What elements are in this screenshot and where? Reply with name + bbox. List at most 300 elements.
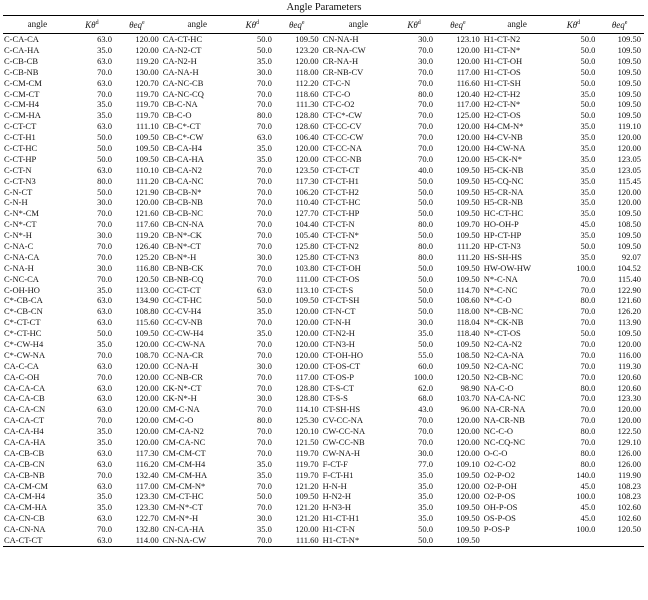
table-row: [3, 208, 644, 219]
table-row: [3, 513, 644, 524]
cell-angle: CA-CN-CB: [4, 513, 45, 524]
cell-k-theta: 70.0: [97, 273, 112, 284]
cell-angle: F-CT-H1: [322, 469, 354, 480]
cell-angle: HS-SH-HS: [483, 251, 523, 262]
cell-theta-eq: 117.30: [295, 175, 319, 186]
cell-k-theta: 35.0: [97, 338, 112, 349]
cell-k-theta: 35.0: [257, 458, 272, 469]
cell-angle: H1-CT-H1: [322, 513, 360, 524]
cell-k-theta: 50.0: [257, 295, 272, 306]
cell-theta-eq: 113.10: [295, 284, 319, 295]
cell-angle: F-CT-F: [322, 458, 348, 469]
cell-theta-eq: 109.50: [617, 110, 641, 121]
cell-angle: C-NA-C: [4, 240, 34, 251]
cell-k-theta: 35.0: [97, 110, 112, 121]
cell-theta-eq: 116.80: [135, 262, 159, 273]
cell-angle: C-OH-HO: [4, 284, 40, 295]
cell-angle: CA-CT-CT: [3, 535, 72, 546]
cell-k-theta: 30.0: [257, 393, 272, 404]
cell-k-theta: 70.0: [257, 273, 272, 284]
cell-theta-eq: 108.60: [456, 295, 480, 306]
cell-theta-eq: 120.00: [456, 121, 480, 132]
cell-k-theta: 70.0: [97, 66, 112, 77]
cell-theta-eq: 111.10: [136, 121, 159, 132]
cell-theta-eq: 120.00: [456, 44, 480, 55]
cell-theta-eq: 120.00: [456, 437, 480, 447]
cell-k-theta: 70.0: [257, 197, 272, 208]
cell-k-theta: 50.0: [580, 240, 596, 251]
cell-angle: CB-NB-CK: [162, 262, 204, 273]
cell-theta-eq: 121.60: [617, 295, 641, 306]
cell-angle: H-N3-H: [322, 502, 351, 513]
cell-theta-eq: 120.00: [135, 415, 159, 426]
cell-theta-eq: 96.00: [460, 404, 480, 415]
table-row: [3, 361, 644, 372]
cell-theta-eq: 120.00: [295, 306, 319, 317]
cell-k-theta: 35.0: [580, 121, 596, 132]
cell-theta-eq: 109.50: [135, 328, 159, 339]
cell-k-theta: 50.0: [580, 110, 596, 121]
cell-k-theta: 35.0: [418, 513, 434, 524]
cell-theta-eq: 98.90: [460, 382, 480, 393]
header-angle: angle: [3, 16, 72, 34]
cell-theta-eq: 122.50: [617, 426, 641, 437]
cell-k-theta: 80.0: [580, 382, 596, 393]
cell-angle: H1-CT-OS: [483, 66, 521, 77]
cell-k-theta: 70.0: [257, 349, 272, 360]
cell-k-theta: 80.0: [418, 88, 434, 99]
cell-angle: NC-CQ-NC: [483, 437, 525, 447]
cell-theta-eq: 109.50: [456, 338, 480, 349]
cell-k-theta: 50.0: [257, 44, 272, 55]
cell-theta-eq: 121.20: [295, 513, 319, 524]
cell-angle: CB-C*-CW: [162, 132, 204, 143]
cell-k-theta: 70.0: [257, 121, 272, 132]
table-row: [3, 252, 644, 263]
cell-theta-eq: 120.40: [456, 88, 480, 99]
cell-angle: N2-CA-N2: [483, 338, 523, 349]
cell-angle: N2-CA-NA: [483, 349, 524, 360]
cell-theta-eq: 109.50: [456, 262, 480, 273]
table-row: [3, 241, 644, 252]
cell-angle: C*-CT-CT: [4, 317, 41, 328]
cell-theta-eq: 120.50: [456, 371, 480, 382]
cell-k-theta: 35.0: [580, 175, 596, 186]
cell-angle: HC-CT-HC: [483, 208, 524, 219]
cell-theta-eq: 116.60: [456, 77, 480, 88]
cell-angle: H1-CT-N*: [322, 535, 395, 546]
cell-angle: CT-CT-S: [322, 284, 354, 295]
cell-angle: CB-N*-H: [162, 251, 197, 262]
cell-angle: C-CT-N3: [4, 175, 36, 186]
cell-theta-eq: 106.40: [295, 132, 319, 143]
cell-theta-eq: 109.50: [456, 164, 480, 175]
cell-k-theta: 35.0: [257, 153, 272, 164]
cell-angle: CA-C-CA: [4, 360, 39, 371]
cell-theta-eq: 117.00: [295, 371, 319, 382]
cell-theta-eq: 109.50: [456, 273, 480, 284]
cell-theta-eq: 119.70: [295, 447, 319, 458]
cell-theta-eq: 109.50: [456, 524, 480, 535]
cell-angle: CB-C*-CT: [162, 121, 201, 132]
cell-angle: CA-CA-CA: [4, 382, 46, 393]
table-row: [3, 295, 644, 306]
cell-angle: CM-N*-H: [162, 513, 199, 524]
cell-angle: C-CT-HP: [4, 153, 37, 164]
cell-k-theta: 70.0: [257, 240, 272, 251]
cell-k-theta: 70.0: [418, 426, 434, 437]
cell-k-theta: 70.0: [418, 437, 434, 447]
cell-theta-eq: 111.20: [457, 240, 480, 251]
cell-k-theta: 63.0: [97, 480, 112, 491]
cell-angle: CM-C-O: [162, 415, 194, 426]
table-title: Angle Parameters: [286, 2, 362, 13]
table-row: [3, 88, 644, 99]
cell-theta-eq: 103.80: [295, 262, 319, 273]
cell-angle: H1-CT-N2: [483, 34, 521, 45]
cell-theta-eq: 109.50: [135, 153, 159, 164]
table-row: [3, 78, 644, 89]
cell-k-theta: 70.0: [97, 240, 112, 251]
cell-angle: NA-CR-NB: [483, 415, 525, 426]
cell-k-theta: 35.0: [257, 469, 272, 480]
cell-k-theta: 30.0: [257, 66, 272, 77]
cell-theta-eq: 105.40: [295, 230, 319, 241]
cell-theta-eq: 120.00: [135, 426, 159, 437]
cell-k-theta: 50.0: [257, 491, 272, 502]
cell-k-theta: 63.0: [97, 317, 112, 328]
cell-angle: CR-NA-CW: [322, 44, 366, 55]
cell-angle: C-NC-CA: [4, 273, 39, 284]
table-row: [3, 317, 644, 328]
cell-theta-eq: 120.00: [456, 491, 480, 502]
cell-angle: CA-CM-HA: [4, 502, 47, 513]
cell-angle: C-CM-CM: [4, 77, 42, 88]
cell-angle: NC-C-O: [483, 426, 514, 437]
cell-k-theta: 50.0: [580, 77, 596, 88]
cell-k-theta: 45.0: [580, 480, 596, 491]
cell-theta-eq: 120.00: [135, 338, 159, 349]
cell-angle: CB-C-O: [162, 110, 192, 121]
cell-angle: C*-CB-CN: [4, 306, 43, 317]
cell-theta-eq: 120.00: [135, 360, 159, 371]
table-row: [3, 67, 644, 78]
cell-k-theta: 30.0: [418, 34, 434, 45]
cell-angle: CT-CT-H1: [322, 175, 359, 186]
cell-k-theta: 70.0: [97, 524, 112, 535]
cell-theta-eq: 121.20: [295, 480, 319, 491]
cell-angle: CT-OH-HO: [322, 349, 363, 360]
cell-theta-eq: 109.70: [456, 219, 480, 230]
cell-theta-eq: 121.60: [135, 208, 159, 219]
cell-angle: O2-P-OH: [483, 480, 517, 491]
cell-theta-eq: 114.10: [295, 404, 319, 415]
table-row: [3, 45, 644, 56]
cell-k-theta: 80.0: [580, 447, 596, 458]
cell-k-theta: 70.0: [257, 175, 272, 186]
cell-theta-eq: 126.20: [617, 306, 641, 317]
table-row: [3, 404, 644, 415]
cell-k-theta: 50.0: [418, 208, 434, 219]
cell-theta-eq: 120.00: [135, 34, 159, 45]
cell-angle: C-N*-CM: [4, 208, 39, 219]
cell-angle: CC-CT-CT: [162, 284, 201, 295]
cell-angle: HP-CT-HP: [483, 230, 522, 241]
cell-angle: HP-CT-N3: [483, 240, 521, 251]
cell-k-theta: 70.0: [97, 88, 112, 99]
cell-angle: CA-CB-CB: [4, 447, 45, 458]
cell-k-theta: 60.0: [418, 360, 434, 371]
cell-theta-eq: 120.00: [135, 382, 159, 393]
cell-angle: CT-CT-H2: [322, 186, 359, 197]
cell-theta-eq: 120.00: [617, 132, 641, 143]
cell-theta-eq: 120.00: [456, 55, 480, 66]
cell-theta-eq: 109.50: [456, 502, 480, 513]
cell-k-theta: 70.0: [418, 110, 434, 121]
cell-angle: CR-NA-H: [322, 55, 359, 66]
cell-k-theta: 35.0: [580, 142, 596, 153]
cell-angle: CW-CC-NA: [322, 426, 366, 437]
table-row: [3, 132, 644, 143]
cell-theta-eq: 109.50: [617, 88, 641, 99]
table-row: [3, 306, 644, 317]
cell-k-theta: 35.0: [257, 524, 272, 535]
cell-angle: C*-CT-HC: [4, 328, 42, 339]
cell-angle: H5-CQ-NC: [483, 175, 524, 186]
cell-theta-eq: 123.30: [617, 393, 641, 404]
cell-theta-eq: 111.60: [272, 535, 322, 546]
cell-k-theta: 50.0: [580, 44, 596, 55]
cell-k-theta: 70.0: [257, 262, 272, 273]
cell-theta-eq: 111.20: [457, 251, 480, 262]
cell-angle: CN-NA-H: [322, 34, 359, 45]
cell-theta-eq: 111.20: [136, 175, 159, 186]
cell-angle: H2-CT-OS: [483, 110, 521, 121]
cell-angle: C-N*-H: [4, 230, 32, 241]
cell-k-theta: 70.0: [257, 447, 272, 458]
cell-k-theta: 70.0: [580, 306, 596, 317]
cell-angle: CB-CA-N2: [162, 164, 202, 175]
cell-angle: CT-N-CT: [322, 306, 356, 317]
cell-angle: CW-CC-NB: [322, 437, 365, 447]
table-row: [3, 274, 644, 285]
cell-angle: CA-CA-HA: [4, 437, 46, 447]
cell-angle: H1-CT-SH: [483, 77, 521, 88]
cell-theta-eq: 120.00: [135, 437, 159, 447]
cell-k-theta: 70.0: [580, 349, 596, 360]
cell-k-theta: 70.0: [97, 371, 112, 382]
cell-theta-eq: 115.40: [617, 273, 641, 284]
cell-theta-eq: 120.00: [135, 44, 159, 55]
cell-k-theta: 35.0: [257, 328, 272, 339]
cell-k-theta: 35.0: [580, 132, 596, 143]
cell-angle: CC-CV-NB: [162, 317, 203, 328]
cell-theta-eq: 121.20: [295, 502, 319, 513]
cell-angle: C-CT-N: [4, 164, 32, 175]
cell-theta-eq: 108.23: [617, 480, 641, 491]
cell-theta-eq: 109.50: [456, 469, 480, 480]
table-row: [3, 437, 644, 448]
cell-theta-eq: 127.70: [295, 208, 319, 219]
cell-theta-eq: 121.90: [135, 186, 159, 197]
table-row: [3, 165, 644, 176]
cell-angle: CT-CT-SH: [322, 295, 360, 306]
cell-theta-eq: 120.00: [617, 197, 641, 208]
cell-k-theta: 63.0: [97, 55, 112, 66]
cell-angle: C-CM-CT: [4, 88, 40, 99]
cell-theta-eq: 109.50: [617, 66, 641, 77]
cell-k-theta: 63.0: [97, 77, 112, 88]
cell-angle: CT-S-S: [322, 393, 348, 404]
cell-angle: CM-CA-N2: [162, 426, 204, 437]
cell-angle: H1-CT-N*: [483, 44, 521, 55]
cell-angle: O2-P-OS: [483, 491, 516, 502]
cell-k-theta: 30.0: [97, 230, 112, 241]
cell-theta-eq: 132.40: [135, 469, 159, 480]
cell-k-theta: 80.0: [257, 110, 272, 121]
cell-k-theta: 63.0: [97, 513, 112, 524]
cell-theta-eq: 114.00: [112, 535, 162, 546]
cell-theta-eq: 109.50: [456, 360, 480, 371]
cell-theta-eq: 117.30: [135, 447, 159, 458]
cell-theta-eq: 126.00: [617, 458, 641, 469]
cell-theta-eq: 113.00: [135, 284, 159, 295]
cell-angle: CT-CT-N3: [322, 251, 359, 262]
cell-theta-eq: 117.00: [456, 66, 480, 77]
cell-angle: CA-CA-CB: [4, 393, 45, 404]
cell-k-theta: [552, 535, 596, 546]
cell-k-theta: 70.0: [418, 66, 434, 77]
cell-theta-eq: 114.70: [456, 284, 480, 295]
cell-theta-eq: 104.52: [617, 262, 641, 273]
cell-k-theta: 50.0: [418, 284, 434, 295]
cell-k-theta: 50.0: [580, 66, 596, 77]
header-theta-eq: θeq$^e$: [595, 16, 644, 34]
cell-k-theta: 50.0: [418, 273, 434, 284]
cell-theta-eq: 120.00: [135, 404, 159, 415]
cell-theta-eq: 109.50: [456, 197, 480, 208]
cell-angle: CB-CB-NB: [162, 197, 203, 208]
cell-angle: CM-CM-HA: [162, 469, 208, 480]
cell-k-theta: 35.0: [580, 164, 596, 175]
cell-k-theta: 35.0: [257, 142, 272, 153]
cell-k-theta: 70.0: [257, 317, 272, 328]
cell-theta-eq: 128.80: [295, 382, 319, 393]
cell-angle: CM-CM-H4: [162, 458, 206, 469]
table-row: [3, 491, 644, 502]
cell-theta-eq: 120.00: [135, 371, 159, 382]
cell-theta-eq: 123.30: [135, 491, 159, 502]
cell-angle: N*-CK-NB: [483, 317, 524, 328]
table-row: [3, 339, 644, 350]
cell-theta-eq: 120.00: [456, 447, 480, 458]
cell-k-theta: 35.0: [418, 469, 434, 480]
cell-k-theta: 70.0: [257, 208, 272, 219]
cell-k-theta: 70.0: [418, 142, 434, 153]
cell-k-theta: 50.0: [418, 262, 434, 273]
cell-k-theta: 63.0: [257, 284, 272, 295]
cell-theta-eq: 102.60: [617, 502, 641, 513]
cell-theta-eq: 120.60: [617, 382, 641, 393]
cell-angle: CT-CC-NA: [322, 142, 363, 153]
cell-k-theta: 50.0: [395, 535, 433, 546]
cell-theta-eq: 120.60: [617, 371, 641, 382]
cell-k-theta: 35.0: [97, 284, 112, 295]
cell-k-theta: 50.0: [418, 524, 434, 535]
cell-theta-eq: 119.70: [295, 469, 319, 480]
cell-theta-eq: 117.60: [135, 219, 159, 230]
cell-theta-eq: 130.00: [135, 66, 159, 77]
cell-angle: NA-CA-NC: [483, 393, 526, 404]
cell-k-theta: 70.0: [418, 153, 434, 164]
cell-theta-eq: 123.30: [135, 502, 159, 513]
cell-theta-eq: 120.00: [135, 393, 159, 404]
cell-theta-eq: 108.50: [456, 349, 480, 360]
cell-k-theta: 50.0: [418, 295, 434, 306]
cell-theta-eq: 134.90: [135, 295, 159, 306]
cell-k-theta: 63.0: [257, 132, 272, 143]
table-row: [3, 350, 644, 361]
cell-theta-eq: 109.10: [456, 458, 480, 469]
cell-k-theta: 70.0: [418, 132, 434, 143]
cell-angle: CA-C-OH: [4, 371, 40, 382]
cell-angle: C-NA-CA: [4, 251, 40, 262]
cell-k-theta: 70.0: [257, 164, 272, 175]
cell-k-theta: 30.0: [418, 55, 434, 66]
header-theta-eq: θeq$^e$: [272, 16, 322, 34]
cell-k-theta: 70.0: [418, 77, 434, 88]
cell-k-theta: 30.0: [97, 197, 112, 208]
cell-angle: H5-CK-NB: [483, 164, 524, 175]
cell-angle: CK-N*-CT: [162, 382, 202, 393]
angle-parameters-table: [3, 15, 644, 547]
cell-angle: CC-CV-H4: [162, 306, 202, 317]
cell-angle: CT-CC-CW: [322, 132, 364, 143]
cell-theta-eq: 109.50: [617, 77, 641, 88]
cell-k-theta: 50.0: [418, 175, 434, 186]
cell-angle: CM-CM-CT: [162, 447, 206, 458]
table-row: [3, 230, 644, 241]
cell-angle: H-N2-H: [322, 491, 351, 502]
cell-theta-eq: 120.50: [617, 524, 641, 535]
cell-k-theta: 70.0: [97, 219, 112, 230]
cell-k-theta: 35.0: [257, 306, 272, 317]
cell-theta-eq: 120.00: [617, 415, 641, 426]
cell-k-theta: 50.0: [418, 230, 434, 241]
cell-angle: CA-N2-H: [162, 55, 197, 66]
table-row: [3, 143, 644, 154]
cell-angle: CT-CT-N: [322, 219, 355, 230]
cell-k-theta: 63.0: [97, 404, 112, 415]
cell-angle: CV-CC-NA: [322, 415, 363, 426]
cell-k-theta: 50.0: [97, 142, 112, 153]
cell-angle: CT-N3-H: [322, 338, 355, 349]
cell-k-theta: 68.0: [418, 393, 434, 404]
cell-angle: C-NA-H: [4, 262, 34, 273]
cell-angle: CB-CA-H4: [162, 142, 202, 153]
cell-k-theta: 50.0: [97, 328, 112, 339]
cell-angle: CT-SH-HS: [322, 404, 361, 415]
cell-angle: [483, 535, 552, 546]
cell-k-theta: 63.0: [97, 121, 112, 132]
cell-theta-eq: 121.50: [295, 437, 319, 447]
header-k-theta: $K\theta^d$: [552, 16, 596, 34]
cell-theta-eq: 109.50: [617, 44, 641, 55]
cell-theta-eq: 115.60: [135, 317, 159, 328]
cell-angle: CA-CA-CT: [4, 415, 45, 426]
cell-angle: NA-CR-NA: [483, 404, 526, 415]
cell-k-theta: 35.0: [97, 502, 112, 513]
